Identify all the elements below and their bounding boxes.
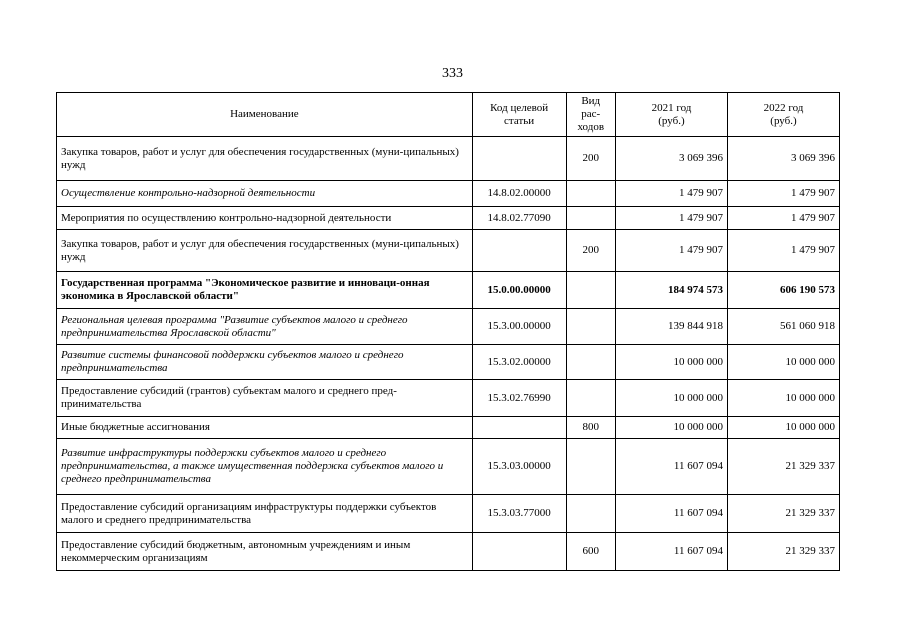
header-name: Наименование bbox=[57, 93, 473, 137]
table-row bbox=[57, 380, 840, 417]
header-type-line: Вид рас- bbox=[581, 95, 601, 120]
row-type: 600 bbox=[566, 533, 615, 571]
table-row bbox=[57, 230, 840, 272]
table-row bbox=[57, 137, 840, 181]
row-2021: 139 844 918 bbox=[615, 309, 727, 345]
row-2022: 21 329 337 bbox=[727, 495, 839, 533]
row-type bbox=[566, 439, 615, 495]
row-code: 15.3.03.00000 bbox=[472, 439, 566, 495]
row-type bbox=[566, 272, 615, 309]
header-2022-line: 2022 год bbox=[763, 101, 804, 114]
row-2022: 21 329 337 bbox=[727, 439, 839, 495]
table-row bbox=[57, 181, 840, 207]
row-type: 800 bbox=[566, 417, 615, 439]
row-type bbox=[566, 309, 615, 345]
row-code bbox=[472, 230, 566, 272]
row-2022: 21 329 337 bbox=[727, 533, 839, 571]
row-name: Развитие системы финансовой поддержки субъектов малого и среднего предпринимательства bbox=[57, 345, 473, 380]
row-2022: 1 479 907 bbox=[727, 230, 839, 272]
row-2022: 10 000 000 bbox=[727, 417, 839, 439]
header-2021-line: (руб.) bbox=[658, 114, 685, 127]
row-2021: 10 000 000 bbox=[615, 345, 727, 380]
row-2021: 184 974 573 bbox=[615, 272, 727, 309]
row-code: 14.8.02.77090 bbox=[472, 207, 566, 230]
header-2021 bbox=[615, 93, 727, 137]
row-name: Мероприятия по осуществлению контрольно-надзорной деятельности bbox=[57, 207, 473, 230]
row-name: Развитие инфраструктуры поддержки субъектов малого и среднего предпринимательства, а также имущественная поддержка субъектов малого и среднего предпринимательства bbox=[57, 439, 473, 495]
header-2022 bbox=[727, 93, 839, 137]
row-2021: 11 607 094 bbox=[615, 533, 727, 571]
row-name: Государственная программа "Экономическое развитие и инноваци-онная экономика в Ярославской области" bbox=[57, 272, 473, 309]
row-2022: 10 000 000 bbox=[727, 380, 839, 417]
row-2021: 11 607 094 bbox=[615, 439, 727, 495]
row-type: 200 bbox=[566, 230, 615, 272]
row-name: Осуществление контрольно-надзорной деятельности bbox=[57, 181, 473, 207]
table-row bbox=[57, 439, 840, 495]
row-2021: 10 000 000 bbox=[615, 380, 727, 417]
row-name: Региональная целевая программа "Развитие субъектов малого и среднего предпринимательства Ярославской области" bbox=[57, 309, 473, 345]
table-row bbox=[57, 207, 840, 230]
budget-table bbox=[56, 92, 840, 571]
row-type bbox=[566, 207, 615, 230]
row-type bbox=[566, 181, 615, 207]
row-2021: 1 479 907 bbox=[615, 207, 727, 230]
row-code: 15.3.03.77000 bbox=[472, 495, 566, 533]
row-name: Предоставление субсидий (грантов) субъектам малого и среднего пред-принимательства bbox=[57, 380, 473, 417]
table-header-row bbox=[57, 93, 840, 137]
row-name: Предоставление субсидий организациям инфраструктуры поддержки субъектов малого и среднего предпринимательства bbox=[57, 495, 473, 533]
page-number: 333 bbox=[442, 66, 463, 81]
row-2021: 11 607 094 bbox=[615, 495, 727, 533]
table-row bbox=[57, 417, 840, 439]
row-code: 15.3.02.00000 bbox=[472, 345, 566, 380]
row-code: 15.0.00.00000 bbox=[472, 272, 566, 309]
row-name: Закупка товаров, работ и услуг для обеспечения государственных (муни-ципальных) нужд bbox=[57, 230, 473, 272]
row-code bbox=[472, 533, 566, 571]
row-code: 15.3.02.76990 bbox=[472, 380, 566, 417]
table-row bbox=[57, 345, 840, 380]
row-2021: 3 069 396 bbox=[615, 137, 727, 181]
row-2022: 3 069 396 bbox=[727, 137, 839, 181]
row-type bbox=[566, 495, 615, 533]
header-code-line: Код целевой bbox=[490, 101, 549, 114]
row-2021: 10 000 000 bbox=[615, 417, 727, 439]
header-code bbox=[472, 93, 566, 137]
row-2021: 1 479 907 bbox=[615, 181, 727, 207]
row-code bbox=[472, 137, 566, 181]
row-type: 200 bbox=[566, 137, 615, 181]
row-name: Иные бюджетные ассигнования bbox=[57, 417, 473, 439]
row-code bbox=[472, 417, 566, 439]
row-2022: 561 060 918 bbox=[727, 309, 839, 345]
header-type bbox=[566, 93, 615, 137]
table-body bbox=[57, 137, 840, 571]
row-code: 15.3.00.00000 bbox=[472, 309, 566, 345]
row-type bbox=[566, 345, 615, 380]
row-2022: 606 190 573 bbox=[727, 272, 839, 309]
header-2022-line: (руб.) bbox=[770, 114, 797, 127]
row-2022: 10 000 000 bbox=[727, 345, 839, 380]
row-type bbox=[566, 380, 615, 417]
row-2022: 1 479 907 bbox=[727, 207, 839, 230]
row-name: Закупка товаров, работ и услуг для обеспечения государственных (муни-ципальных) нужд bbox=[57, 137, 473, 181]
row-2022: 1 479 907 bbox=[727, 181, 839, 207]
table-row bbox=[57, 309, 840, 345]
header-type-line: ходов bbox=[577, 121, 605, 133]
row-code: 14.8.02.00000 bbox=[472, 181, 566, 207]
header-2021-line: 2021 год bbox=[651, 101, 692, 114]
row-name: Предоставление субсидий бюджетным, автономным учреждениям и иным некоммерческим организациям bbox=[57, 533, 473, 571]
row-2021: 1 479 907 bbox=[615, 230, 727, 272]
table-row bbox=[57, 495, 840, 533]
table-row bbox=[57, 272, 840, 309]
header-code-line: статьи bbox=[504, 114, 535, 127]
table-row bbox=[57, 533, 840, 571]
